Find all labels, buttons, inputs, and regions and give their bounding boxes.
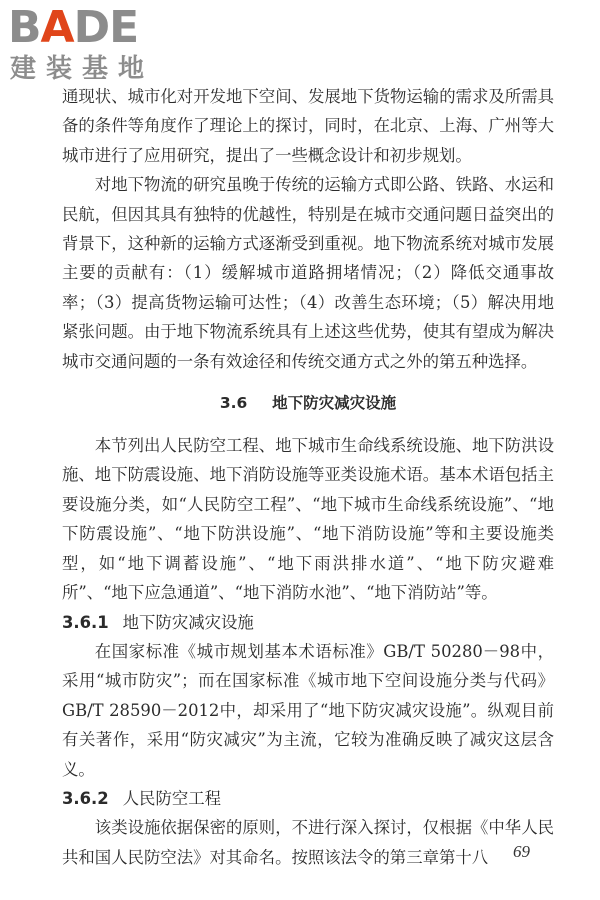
page-number: 69 — [513, 842, 530, 861]
subsection-heading-1 — [62, 608, 554, 637]
logo-letters-prefix: B — [8, 2, 41, 53]
logo-wordmark — [8, 4, 138, 52]
subsection-heading-2 — [62, 784, 554, 813]
logo-letters-suffix: DE — [73, 2, 139, 53]
page-body — [62, 82, 554, 872]
section-title: 地下防灾减灾设施 — [272, 394, 397, 413]
subsection-number: 3.6.1 — [62, 612, 109, 632]
logo-subtitle: 建装基地 — [10, 54, 155, 84]
bade-logo — [8, 4, 178, 86]
paragraph-civil-air-defense: 该类设施依据保密的原则，不进行深入探讨，仅根据《中华人民共和国人民防空法》对其命名。按照该法令的第三章第十八 — [62, 818, 554, 867]
subsection-title: 人民防空工程 — [122, 788, 222, 808]
paragraph-section-intro: 本节列出人民防空工程、地下城市生命线系统设施、地下防洪设施、地下防震设施、地下消防设施等亚类设施术语。基本术语包括主要设施分类，如“人民防空工程”、“地下城市生命线系统设施”、“地下防震设施”、“地下防洪设施”、“地下消防设施”等和主要设施类型，如“地下调蓄设施”、“地下雨洪排水道”、“地下防灾避难所”、“地下应急通道”、“地下消防水池”、“地下消防站”等。 — [62, 436, 554, 603]
subsection-number: 3.6.2 — [62, 788, 109, 808]
section-heading — [62, 389, 554, 418]
paragraph-underground-logistics: 对地下物流的研究虽晚于传统的运输方式即公路、铁路、水运和民航，但因其具有独特的优越性，特别是在城市交通问题日益突出的背景下，这种新的运输方式逐渐受到重视。地下物流系统对城市发展主要的贡献有：（1）缓解城市道路拥堵情况；（2）降低交通事故率；（3）提高货物运输可达性；（4）改善生态环境；（5）解决用地紧张问题。由于地下物流系统具有上述这些优势，使其有望成为解决城市交通问题的一条有效途径和传统交通方式之外的第五种选择。 — [62, 175, 554, 371]
subsection-title: 地下防灾减灾设施 — [122, 612, 254, 632]
paragraph-disaster-prevention: 在国家标准《城市规划基本术语标准》GB/T 50280－98中，采用“城市防灾”；而在国家标准《城市地下空间设施分类与代码》GB/T 28590－2012中，却采用了“地下防灾减灾设施”。纵观目前有关著作，采用“防灾减灾”为主流，它较为准确反映了减灾这层含义。 — [62, 641, 554, 779]
paragraph-continued: 通现状、城市化对开发地下空间、发展地下货物运输的需求及所需具备的条件等角度作了理论上的探讨，同时，在北京、上海、广州等大城市进行了应用研究，提出了一些概念设计和初步规划。 — [62, 87, 554, 165]
logo-letter-accent: A — [40, 2, 74, 53]
section-number: 3.6 — [219, 394, 248, 413]
